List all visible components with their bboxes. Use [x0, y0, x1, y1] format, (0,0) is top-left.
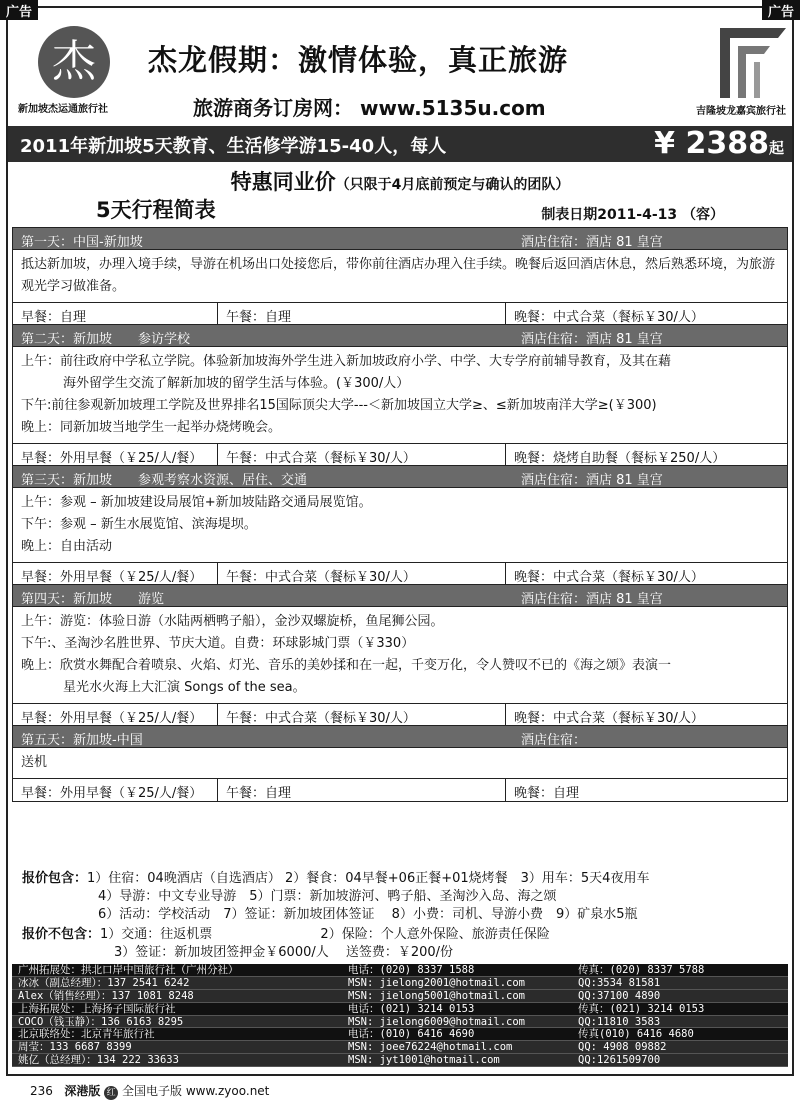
day-hotel: 酒店住宿：酒店 81 皇宫 — [521, 592, 663, 607]
included-line: 1）住宿：04晚酒店（自选酒店） 2）餐食：04早餐+06正餐+01烧烤餐 3）用车：5天4夜用车 — [87, 871, 650, 886]
contact-cell: 冰冰（副总经理）：137 2541 6242 — [18, 976, 190, 989]
partner-logo-icon — [720, 28, 786, 98]
breakfast: 早餐：自理 — [13, 303, 218, 324]
day-line: 晚上：同新加坡当地学生一起举办烧烤晚会。 — [21, 420, 282, 435]
contact-cell: 电话：(021) 3214 0153 — [348, 1002, 475, 1015]
contact-cell: QQ: 4908 09882 — [578, 1041, 667, 1054]
breakfast: 早餐：外用早餐（￥25/人/餐） — [13, 563, 218, 584]
contact-row — [12, 977, 788, 990]
meal-row — [13, 303, 787, 325]
day-body — [13, 748, 787, 779]
lunch: 午餐：中式合菜（餐标￥30/人） — [218, 563, 506, 584]
header — [8, 8, 792, 126]
day-hotel: 酒店住宿：酒店 81 皇宫 — [521, 473, 663, 488]
contact-cell: MSN: jyt1001@hotmail.com — [348, 1054, 500, 1067]
contact-row — [12, 1041, 788, 1054]
contact-cell: 姚亿（总经理）：134 222 33633 — [18, 1054, 179, 1067]
contact-row — [12, 990, 788, 1003]
day-line: 送机 — [21, 755, 48, 770]
agency-left: 新加坡杰运通旅行社 — [18, 104, 108, 115]
included-label: 报价包含： — [22, 871, 88, 886]
meal-row — [13, 704, 787, 726]
dinner: 晚餐：烧烤自助餐（餐标￥250/人） — [514, 451, 726, 466]
page-number: 236 — [30, 1084, 53, 1098]
contact-cell: COCO（钱玉静）：136 6163 8295 — [18, 1015, 184, 1028]
contact-cell: MSN: jielong6009@hotmail.com — [348, 1015, 526, 1028]
dinner: 晚餐：中式合菜（餐标￥30/人） — [514, 310, 704, 325]
excluded-label: 报价不包含： — [22, 927, 101, 942]
price-excluded — [22, 926, 550, 962]
price-included — [22, 870, 649, 924]
day-title: 第四天：新加坡 游览 — [21, 592, 165, 607]
day-line: 上午：前往政府中学私立学院。体验新加坡海外学生进入新加坡政府小学、中学、大专学府前辅导教育，及其在藉 — [21, 354, 672, 369]
meal-row — [13, 444, 787, 466]
lunch: 午餐：中式合菜（餐标￥30/人） — [218, 444, 506, 465]
day-header — [13, 585, 787, 607]
contact-row — [12, 1054, 788, 1067]
price-value: ¥ 2388 — [654, 126, 769, 161]
dinner: 晚餐：中式合菜（餐标￥30/人） — [514, 570, 704, 585]
day-line: 下午:前往参观新加坡理工学院及世界排名15国际顶尖大学---＜新加坡国立大学≥、≤新加坡南洋大学≥(￥300) — [21, 398, 657, 413]
price-banner — [8, 126, 792, 162]
contacts-table — [12, 964, 788, 1067]
contact-cell: 北京联络处：北京青年旅行社 — [18, 1028, 155, 1041]
day-header — [13, 228, 787, 250]
contact-row — [12, 964, 788, 977]
banner-text: 2011年新加坡5天教育、生活修学游15-40人，每人 — [20, 136, 447, 157]
contact-cell: 上海拓展处：上海扬子国际旅行社 — [18, 1002, 176, 1015]
breakfast: 早餐：外用早餐（￥25/人/餐） — [13, 704, 218, 725]
footer-web: 全国电子版 www.zyoo.net — [122, 1084, 270, 1098]
promo-main: 特惠同业价 — [230, 170, 336, 194]
day-hotel: 酒店住宿：酒店 81 皇宫 — [521, 235, 663, 250]
brand-logo: 杰 — [38, 26, 110, 98]
contact-cell: MSN: jielong5001@hotmail.com — [348, 989, 526, 1002]
promo-line — [8, 166, 792, 196]
contact-cell: MSN: jielong2001@hotmail.com — [348, 976, 526, 989]
day-title: 第三天：新加坡 参观考察水资源、居住、交通 — [21, 473, 308, 488]
ad-label-right: 广告 — [762, 0, 800, 20]
day-line: 晚上：自由活动 — [21, 539, 113, 554]
itinerary-table — [12, 227, 788, 802]
excluded-line: 3）签证：新加坡团签押金￥6000/人 送签费：￥200/份 — [114, 945, 454, 960]
day-line: 上午：参观 – 新加坡建设局展馆+新加坡陆路交通局展览馆。 — [21, 495, 372, 510]
lunch: 午餐：中式合菜（餐标￥30/人） — [218, 704, 506, 725]
day-title: 第二天：新加坡 参访学校 — [21, 332, 191, 347]
contact-cell: QQ:37100 4890 — [578, 989, 661, 1002]
day-header — [13, 726, 787, 748]
day-body — [13, 607, 787, 704]
day-body — [13, 488, 787, 563]
meal-row — [13, 563, 787, 585]
contact-cell: QQ:1261509700 — [578, 1054, 661, 1067]
ad-frame — [6, 6, 794, 1076]
contact-cell: 电话：(020) 8337 1588 — [348, 964, 475, 976]
dinner: 晚餐：自理 — [514, 786, 580, 801]
day-header — [13, 466, 787, 488]
day-line: 晚上：欣赏水舞配合着喷泉、火焰、灯光、音乐的美妙揉和在一起，千变万化，令人赞叹不已的《海之颂》表演一 — [21, 658, 672, 673]
included-line: 6）活动：学校活动 7）签证：新加坡团体签证 8）小费：司机、导游小费 9）矿泉水5瓶 — [98, 907, 638, 922]
contact-cell: MSN: joee76224@hotmail.com — [348, 1041, 513, 1054]
day-header — [13, 325, 787, 347]
lunch: 午餐：自理 — [218, 303, 506, 324]
price-suffix: 起 — [768, 139, 784, 157]
banner-price — [654, 126, 784, 161]
contact-cell: QQ:3534 81581 — [578, 976, 661, 989]
promo-note: （只限于4月底前预定与确认的团队） — [335, 177, 570, 193]
schedule-date: 制表日期2011-4-13 （容） — [541, 207, 724, 223]
breakfast: 早餐：外用早餐（￥25/人/餐） — [13, 779, 218, 801]
main-title: 杰龙假期：激情体验，真正旅游 — [148, 43, 569, 77]
contact-cell: 周莹：133 6687 8399 — [18, 1041, 132, 1054]
agency-right: 吉隆坡龙嘉宾旅行社 — [696, 106, 786, 117]
lunch: 午餐：自理 — [218, 779, 506, 801]
day-line: 上午：游览：体验日游（水陆两栖鸭子船），金沙双螺旋桥，鱼尾狮公园。 — [21, 614, 444, 629]
excluded-line: 1）交通：往返机票 2）保险：个人意外保险、旅游责任保险 — [100, 927, 550, 942]
breakfast: 早餐：外用早餐（￥25/人/餐） — [13, 444, 218, 465]
contact-cell: 传真：(020) 8337 5788 — [578, 964, 705, 976]
contact-row — [12, 1028, 788, 1041]
day-line: 下午:、圣淘沙名胜世界、节庆大道。自费：环球影城门票（￥330） — [21, 636, 415, 651]
day-hotel: 酒店住宿： — [521, 733, 587, 748]
contact-row — [12, 1003, 788, 1016]
day-title: 第五天：新加坡-中国 — [21, 733, 143, 748]
contact-row — [12, 1016, 788, 1029]
page-footer — [30, 1082, 269, 1100]
contact-cell: 传真：(021) 3214 0153 — [578, 1002, 705, 1015]
day-line: 星光水火海上大汇演 Songs of the sea。 — [63, 680, 306, 695]
dinner: 晚餐：中式合菜（餐标￥30/人） — [514, 711, 704, 726]
contact-cell: 电话：(010) 6416 4690 — [348, 1028, 475, 1041]
day-title: 第一天：中国-新加坡 — [21, 235, 143, 250]
website-line: 旅游商务订房网： www.5135u.com — [193, 96, 546, 120]
contact-cell: 传真(010) 6416 4680 — [578, 1028, 694, 1041]
day-line: 抵达新加坡，办理入境手续，导游在机场出口处接您后，带你前往酒店办理入住手续。晚餐后返回酒店休息，然后熟悉环境，为旅游观光学习做准备。 — [21, 257, 776, 294]
day-line: 海外留学生交流了解新加坡的留学生活与体验。(￥300/人） — [63, 376, 410, 391]
contact-cell: 广州拓展处：拱北口岸中国旅行社（广州分社） — [18, 964, 239, 976]
contact-cell: Alex（销售经理）：137 1081 8248 — [18, 989, 194, 1002]
edition-label: 深港版 — [64, 1084, 101, 1098]
meal-row — [13, 779, 787, 801]
day-body — [13, 250, 787, 303]
day-line: 下午：参观 – 新生水展览馆、滨海堤坝。 — [21, 517, 257, 532]
included-line: 4）导游：中文专业导游 5）门票：新加坡游河、鸭子船、圣淘沙入岛、海之颂 — [98, 889, 557, 904]
day-hotel: 酒店住宿：酒店 81 皇宫 — [521, 332, 663, 347]
day-body — [13, 347, 787, 444]
edition-badge: 红 — [104, 1086, 118, 1100]
schedule-title: 5天行程简表 — [96, 198, 216, 222]
ad-label-left: 广告 — [0, 0, 38, 20]
contact-cell: QQ:11810 3583 — [578, 1015, 661, 1028]
